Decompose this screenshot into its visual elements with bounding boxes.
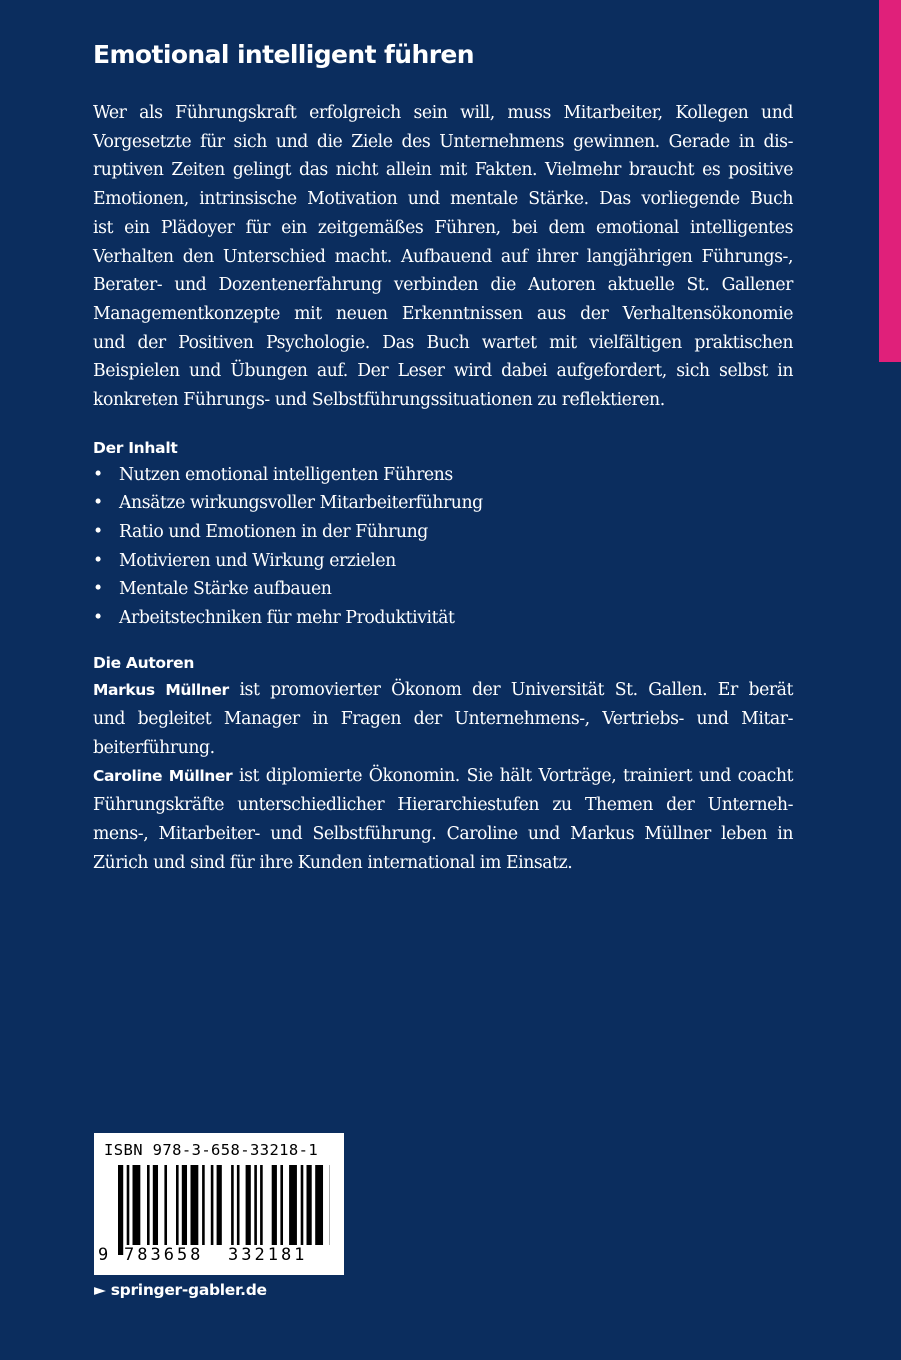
intro-line: und der Positiven Psychologie. Das Buch wartet mit vielfältigen praktischen: [93, 332, 793, 353]
list-item: [93, 461, 793, 490]
barcode-bar: [127, 1165, 130, 1255]
barcode-bar: [153, 1165, 158, 1245]
list-item-text: Arbeitstechniken für mehr Produktivität: [119, 607, 455, 628]
intro-line: ruptiven Zeiten gelingt das nicht allein mit Fakten. Vielmehr braucht es positive: [93, 160, 793, 181]
barcode-bar: [231, 1165, 234, 1245]
list-item-text: Ansätze wirkungsvoller Mitarbeiterführung: [119, 493, 483, 514]
author1-name: Markus Müllner: [93, 681, 229, 700]
author1-line: Markus Müllner ist promovierter Ökonom der Universität St. Gallen. Er berät: [93, 680, 794, 701]
isbn-label: ISBN 978-3-658-33218-1: [104, 1141, 319, 1159]
website-text: springer-gabler.de: [110, 1281, 267, 1299]
intro-line: Managementkonzepte mit neuen Erkenntnissen aus der Verhaltensökonomie: [93, 303, 793, 324]
bullet-icon: •: [93, 493, 103, 514]
barcode-bar: [164, 1165, 167, 1245]
intro-line: konkreten Führungs- und Selbstführungssituationen zu reflektieren.: [93, 390, 665, 411]
author2-bio: [93, 762, 793, 877]
authors-heading: Die Autoren: [93, 654, 195, 673]
barcode-bar: [237, 1165, 240, 1245]
list-item: [93, 547, 793, 576]
list-item-text: Ratio und Emotionen in der Führung: [119, 521, 428, 542]
author2-name: Caroline Müllner: [93, 767, 233, 786]
contents-heading: Der Inhalt: [93, 438, 178, 457]
barcode-bar: [133, 1165, 141, 1245]
barcode-right-digits: 332181: [228, 1245, 308, 1265]
barcode-bar: [191, 1165, 199, 1245]
list-item: [93, 489, 793, 518]
barcode-bar: [280, 1165, 283, 1245]
bullet-icon: •: [93, 464, 103, 485]
barcode-bar: [211, 1165, 214, 1245]
list-item-text: Motivieren und Wirkung erzielen: [119, 550, 396, 571]
barcode-bar: [182, 1165, 187, 1245]
bullet-icon: •: [93, 550, 103, 571]
barcode-bar: [307, 1165, 312, 1245]
intro-paragraph: [93, 99, 793, 415]
list-item: [93, 604, 793, 633]
author1-line: und begleitet Manager in Fragen der Unternehmens-, Vertriebs- und Mitar-: [93, 709, 793, 729]
intro-line: Emotionen, intrinsische Motivation und mentale Stärke. Das vorliegende Buch: [93, 189, 793, 210]
list-item: [93, 518, 793, 547]
arrow-right-icon: ►: [94, 1281, 106, 1299]
back-cover-content: [93, 40, 793, 877]
intro-line: ist ein Plädoyer für ein zeitgemäßes Führen, bei dem emotional intelligentes: [93, 217, 793, 238]
barcode-bar: [272, 1165, 277, 1245]
barcode-bar: [301, 1165, 304, 1245]
bullet-icon: •: [93, 607, 103, 628]
contents-list: [93, 461, 793, 633]
bullet-icon: •: [93, 521, 103, 542]
barcode-bar: [289, 1165, 297, 1245]
barcode-bar: [202, 1165, 205, 1245]
isbn-barcode: [94, 1133, 344, 1275]
barcode-bar: [147, 1165, 150, 1245]
list-item-text: Nutzen emotional intelligenten Führens: [119, 464, 453, 485]
barcode-bar: [246, 1165, 251, 1245]
intro-line: Verhalten den Unterschied macht. Aufbauend auf ihrer langjährigen Führungs-,: [93, 246, 793, 267]
intro-line: Vorgesetzte für sich und die Ziele des Unternehmens gewinnen. Gerade in dis-: [93, 131, 793, 152]
magenta-accent-bar: [879, 0, 901, 362]
author1-bio: [93, 676, 793, 762]
barcode-bar: [118, 1165, 123, 1255]
author2-line: mens-, Mitarbeiter- und Selbstführung. Caroline und Markus Müllner leben in: [93, 823, 793, 844]
publisher-website[interactable]: [94, 1281, 267, 1299]
bullet-icon: •: [93, 579, 103, 600]
barcode-bar: [260, 1165, 263, 1245]
barcode-first-digit: 9: [98, 1245, 109, 1265]
author2-line: Caroline Müllner ist diplomierte Ökonomin. Sie hält Vorträge, trainiert und coacht: [93, 766, 794, 787]
barcode-bar: [315, 1165, 323, 1245]
barcode-bar: [217, 1165, 222, 1245]
book-title: Emotional intelligent führen: [93, 40, 474, 69]
author1-line: beiterführung.: [93, 737, 215, 758]
intro-line: Wer als Führungskraft erfolgreich sein will, muss Mitarbeiter, Kollegen und: [93, 103, 793, 123]
barcode-bar: [176, 1165, 179, 1245]
author2-line: Führungskräfte unterschiedlicher Hierarchiestufen zu Themen der Unterneh-: [93, 795, 793, 816]
intro-line: Berater- und Dozentenerfahrung verbinden die Autoren aktuelle St. Gallener: [93, 275, 793, 296]
list-item: [93, 575, 793, 604]
barcode-bar: [254, 1165, 257, 1245]
barcode-left-digits: 783658: [124, 1245, 204, 1265]
list-item-text: Mentale Stärke aufbauen: [119, 579, 332, 600]
author2-line: Zürich und sind für ihre Kunden international im Einsatz.: [93, 852, 573, 873]
intro-line: Beispielen und Übungen auf. Der Leser wird dabei aufgefordert, sich selbst in: [93, 361, 793, 382]
